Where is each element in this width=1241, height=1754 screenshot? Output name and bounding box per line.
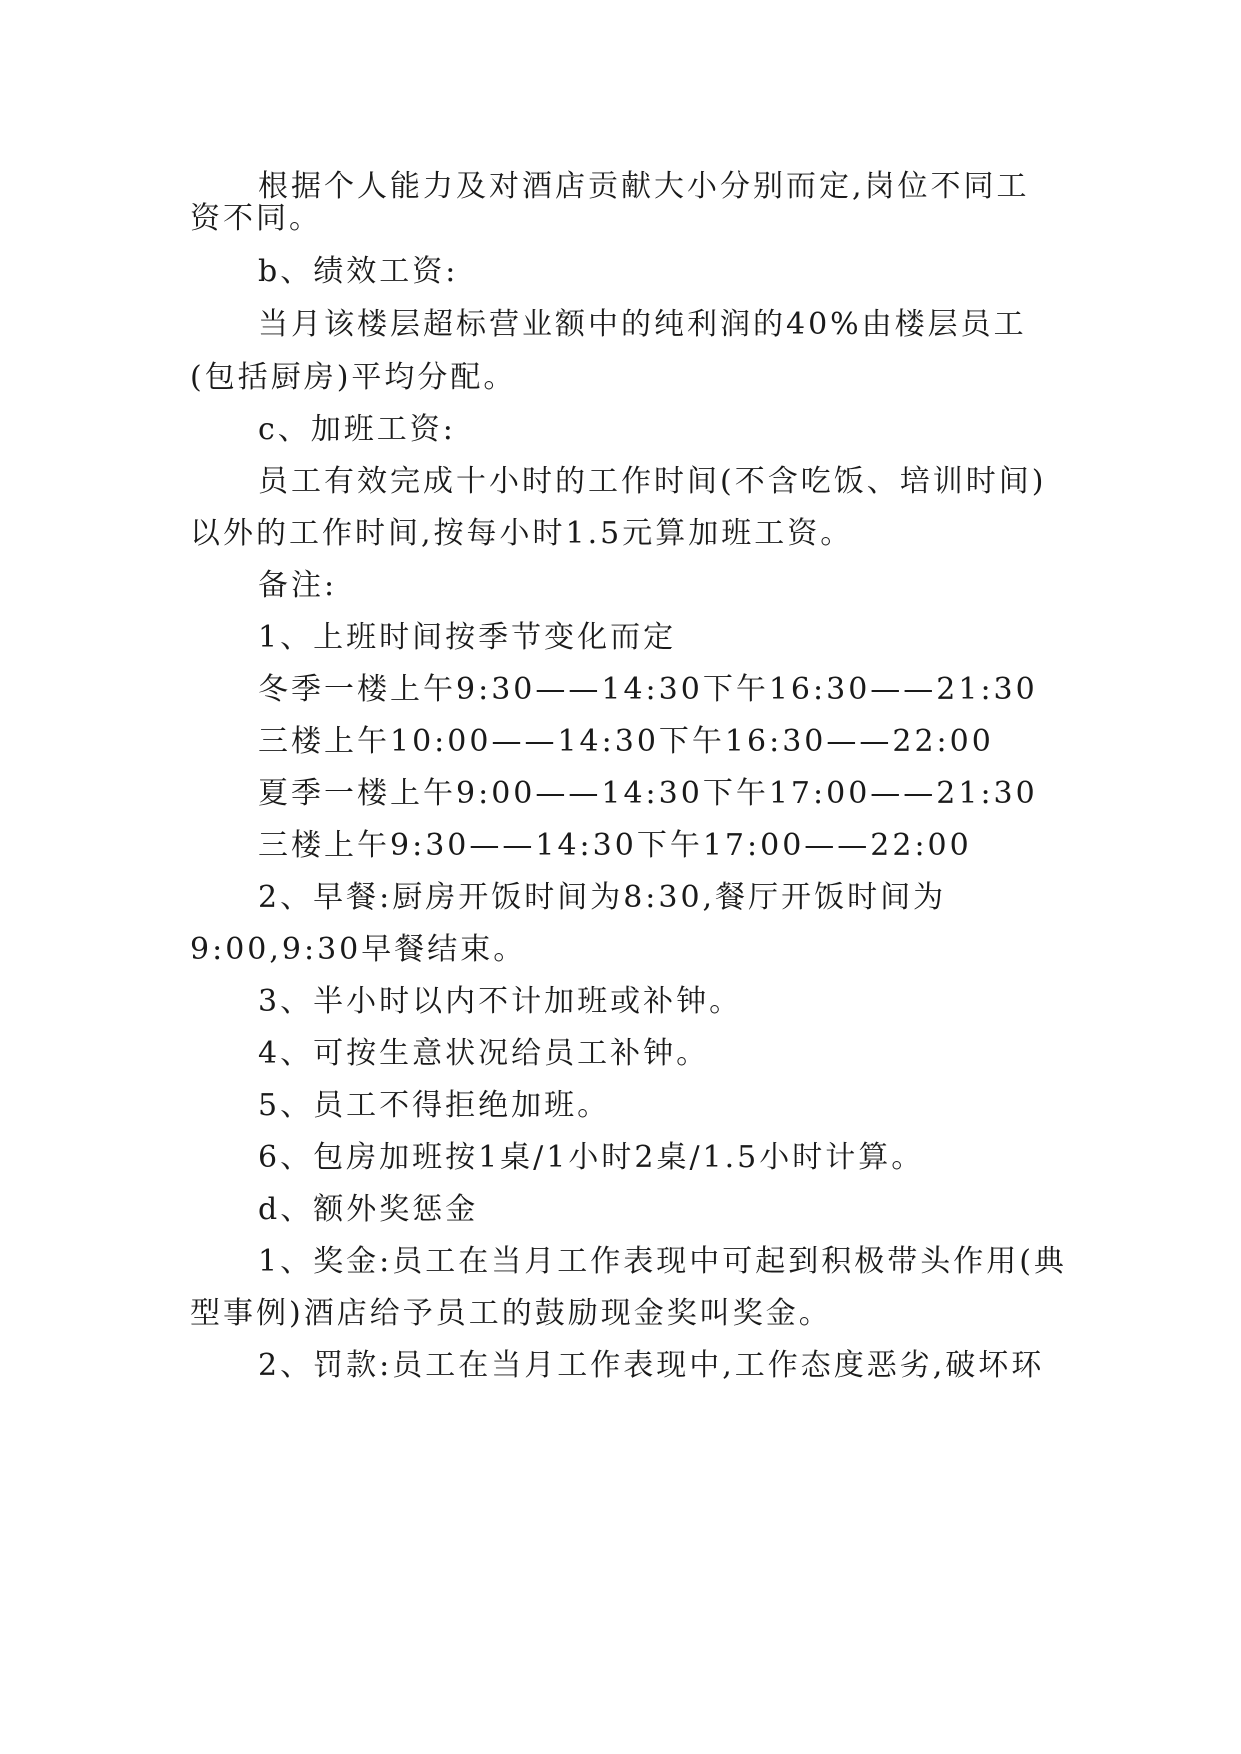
paragraph-line: 资不同。: [190, 201, 322, 236]
paragraph-line: 3、半小时以内不计加班或补钟。: [258, 984, 743, 1019]
paragraph-line: 三楼上午10:00——14:30下午16:30——22:00: [258, 724, 994, 759]
paragraph-line: 1、上班时间按季节变化而定: [258, 620, 677, 655]
paragraph-line: 员工有效完成十小时的工作时间(不含吃饭、培训时间): [258, 464, 1047, 499]
paragraph-line: 冬季一楼上午9:30——14:30下午16:30——21:30: [258, 672, 1038, 707]
paragraph-line: 9:00,9:30早餐结束。: [190, 932, 527, 967]
paragraph-line: 5、员工不得拒绝加班。: [258, 1088, 611, 1123]
paragraph-line: 以外的工作时间,按每小时1.5元算加班工资。: [190, 516, 854, 551]
paragraph-line: 6、包房加班按1桌/1小时2桌/1.5小时计算。: [258, 1140, 925, 1175]
paragraph-line: d、额外奖惩金: [258, 1192, 479, 1227]
paragraph-line: 2、早餐:厨房开饭时间为8:30,餐厅开饭时间为: [258, 880, 947, 915]
paragraph-line: 夏季一楼上午9:00——14:30下午17:00——21:30: [258, 776, 1038, 811]
paragraph-line: 根据个人能力及对酒店贡献大小分别而定,岗位不同工: [258, 169, 1030, 204]
paragraph-line: 当月该楼层超标营业额中的纯利润的40%由楼层员工: [258, 307, 1027, 342]
paragraph-line: 4、可按生意状况给员工补钟。: [258, 1036, 710, 1071]
paragraph-line: 2、罚款:员工在当月工作表现中,工作态度恶劣,破坏环: [258, 1348, 1045, 1383]
paragraph-line: c、加班工资:: [258, 412, 456, 447]
paragraph-line: 1、奖金:员工在当月工作表现中可起到积极带头作用(典: [258, 1244, 1067, 1279]
paragraph-line: 三楼上午9:30——14:30下午17:00——22:00: [258, 828, 972, 863]
paragraph-line: 型事例)酒店给予员工的鼓励现金奖叫奖金。: [190, 1296, 832, 1331]
paragraph-line: (包括厨房)平均分配。: [190, 360, 517, 395]
paragraph-line: b、绩效工资:: [258, 254, 459, 289]
paragraph-line: 备注:: [258, 568, 338, 603]
